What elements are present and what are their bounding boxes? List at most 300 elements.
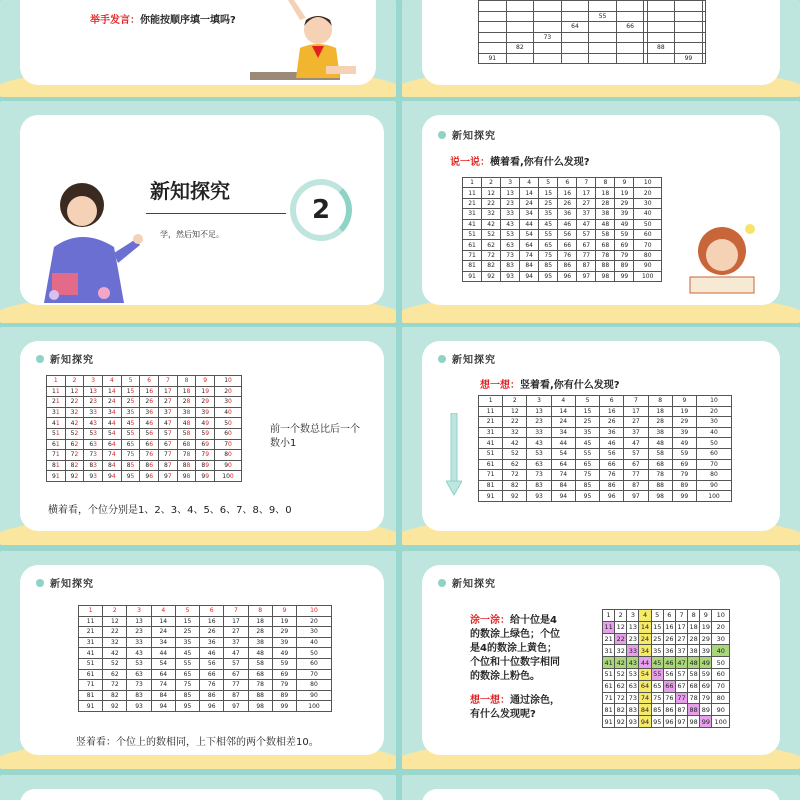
grid-cell: 99 <box>615 271 634 281</box>
ones-digit: 9 <box>205 462 210 470</box>
slide8-text2b: 有什么发现呢? <box>470 709 536 720</box>
section-header-label: 新知探究 <box>452 355 496 366</box>
grid-cell: 28 <box>689 634 698 643</box>
grid-cell: 85 <box>175 690 199 701</box>
grid-cell[interactable]: 88 <box>647 43 675 54</box>
grid-cell: 27 <box>624 417 648 428</box>
grid-cell: 81 <box>463 261 482 271</box>
grid-cell[interactable] <box>479 1 507 12</box>
grid-row <box>603 610 730 622</box>
grid-cell: 7 <box>675 610 687 622</box>
grid-cell[interactable] <box>675 32 703 43</box>
grid-cell: 1 <box>79 606 103 617</box>
slide-2[interactable] <box>402 0 800 97</box>
grid-cell: 79 <box>672 470 696 481</box>
grid-cell: 57 <box>624 448 648 459</box>
grid-cell[interactable] <box>702 22 705 33</box>
grid-cell: 87 <box>677 705 686 714</box>
grid-cell[interactable]: 99 <box>675 53 703 64</box>
grid-cell[interactable] <box>506 22 534 33</box>
grid-cell: 75 <box>653 693 662 702</box>
grid-cell: 73 <box>127 680 151 691</box>
grid-cell: 36 <box>140 407 159 418</box>
grid-cell: 66 <box>558 240 577 250</box>
grid-cell: 79 <box>701 693 710 702</box>
grid-cell: 30 <box>696 417 731 428</box>
grid-cell: 100 <box>215 471 242 482</box>
section-header <box>36 351 94 366</box>
grid-cell: 74 <box>520 250 539 260</box>
ones-digit: 8 <box>186 430 191 438</box>
ones-digit: 3 <box>91 377 96 385</box>
slide1-prompt-label: 举手发言： <box>90 15 140 26</box>
sparse-hundred-grid <box>478 0 706 64</box>
grid-cell: 60 <box>215 428 242 439</box>
grid-cell: 5 <box>651 610 663 622</box>
slide-6[interactable] <box>402 327 800 545</box>
grid-cell: 58 <box>596 229 615 239</box>
slide8-text1c: 是4的数涂上黄色； <box>470 643 557 654</box>
ones-digit: 1 <box>55 462 60 470</box>
grid-cell[interactable] <box>675 11 703 22</box>
grid-cell: 69 <box>701 682 710 691</box>
grid-cell[interactable] <box>506 1 534 12</box>
section-header-label: 新知探究 <box>452 579 496 590</box>
ones-digit: 4 <box>111 451 116 459</box>
ones-digit: 8 <box>186 462 191 470</box>
slide-10[interactable] <box>402 775 800 800</box>
grid-cell: 74 <box>151 680 175 691</box>
grid-cell: 20 <box>712 621 730 633</box>
ones-digit: 6 <box>149 462 154 470</box>
grid-cell: 25 <box>575 417 599 428</box>
grid-cell[interactable] <box>479 43 507 54</box>
grid-row <box>603 668 730 680</box>
grid-cell: 39 <box>196 407 215 418</box>
grid-cell: 44 <box>151 648 175 659</box>
grid-cell[interactable] <box>589 43 617 54</box>
colored-hundred-grid <box>602 609 730 728</box>
grid-cell: 53 <box>127 658 151 669</box>
grid-cell: 4 <box>520 178 539 188</box>
ones-digit: 0 <box>228 409 232 417</box>
grid-cell[interactable] <box>534 22 562 33</box>
dot-icon <box>438 579 446 587</box>
grid-cell: 34 <box>151 637 175 648</box>
grid-cell: 45 <box>175 648 199 659</box>
grid-cell: 7 <box>624 396 648 407</box>
grid-cell: 91 <box>47 471 66 482</box>
grid-cell: 84 <box>640 705 650 714</box>
grid-cell: 62 <box>482 240 501 250</box>
grid-cell[interactable] <box>589 22 617 33</box>
ones-digit: 7 <box>167 387 172 395</box>
grid-row <box>479 22 706 33</box>
grid-cell: 59 <box>615 229 634 239</box>
ones-digit: 7 <box>167 462 172 470</box>
grid-cell: 2 <box>103 606 127 617</box>
grid-cell: 46 <box>665 658 674 667</box>
grid-cell: 94 <box>640 717 650 726</box>
grid-cell[interactable] <box>534 11 562 22</box>
grid-cell <box>65 376 84 387</box>
grid-cell: 52 <box>103 658 127 669</box>
grid-cell: 62 <box>103 669 127 680</box>
grid-cell: 4 <box>639 610 651 622</box>
section-header-label: 新知探究 <box>452 131 496 142</box>
grid-cell: 95 <box>539 271 558 281</box>
grid-cell: 46 <box>600 438 624 449</box>
grid-cell: 66 <box>665 682 674 691</box>
grid-cell: 61 <box>79 669 103 680</box>
slide-3[interactable] <box>0 101 396 323</box>
grid-cell: 5 <box>575 396 599 407</box>
ones-digit: 6 <box>147 377 152 385</box>
grid-cell: 27 <box>577 198 596 208</box>
grid-cell: 38 <box>648 427 672 438</box>
grid-cell[interactable] <box>534 43 562 54</box>
grid-cell: 23 <box>527 417 551 428</box>
grid-cell: 16 <box>140 386 159 397</box>
grid-cell: 21 <box>47 397 66 408</box>
grid-cell: 41 <box>479 438 503 449</box>
grid-cell: 33 <box>628 646 638 655</box>
grid-cell[interactable] <box>702 11 705 22</box>
grid-cell: 94 <box>103 471 122 482</box>
grid-cell: 10 <box>712 610 730 622</box>
grid-cell[interactable] <box>561 43 589 54</box>
grid-cell: 53 <box>628 670 638 679</box>
grid-cell: 66 <box>140 439 159 450</box>
ones-digit: 5 <box>130 440 135 448</box>
grid-cell: 68 <box>248 669 272 680</box>
grid-cell: 100 <box>696 491 731 502</box>
grid-row <box>479 53 706 64</box>
grid-cell: 66 <box>200 669 224 680</box>
grid-cell[interactable] <box>506 11 534 22</box>
grid-cell: 31 <box>604 646 613 655</box>
grid-cell[interactable] <box>647 11 675 22</box>
grid-cell: 18 <box>177 386 196 397</box>
grid-cell: 26 <box>200 627 224 638</box>
grid-cell: 5 <box>175 606 199 617</box>
grid-cell: 48 <box>177 418 196 429</box>
ones-digit: 3 <box>93 419 97 427</box>
grid-row <box>479 448 732 459</box>
ones-digit: 0 <box>228 387 232 395</box>
grid-cell: 97 <box>677 717 686 726</box>
grid-row <box>47 407 242 418</box>
grid-cell: 38 <box>596 209 615 219</box>
grid-cell: 42 <box>482 219 501 229</box>
grid-cell: 9 <box>272 606 296 617</box>
grid-cell: 18 <box>648 406 672 417</box>
grid-cell <box>177 376 196 387</box>
grid-cell[interactable]: 73 <box>534 32 562 43</box>
slide-7[interactable] <box>0 551 396 769</box>
grid-cell: 65 <box>653 682 662 691</box>
slide-8[interactable] <box>402 551 800 769</box>
dot-icon <box>36 355 44 363</box>
grid-cell: 80 <box>296 680 331 691</box>
ones-digit: 6 <box>149 398 154 406</box>
number-circle <box>290 179 352 241</box>
grid-cell: 67 <box>159 439 178 450</box>
grid-cell: 8 <box>688 610 700 622</box>
grid-cell: 69 <box>615 240 634 250</box>
slide8-label1: 涂一涂： <box>470 615 510 626</box>
slide8-text2a: 通过涂色， <box>510 695 560 706</box>
grid-cell: 70 <box>696 459 731 470</box>
ones-digit: 8 <box>186 451 191 459</box>
grid-cell: 26 <box>558 198 577 208</box>
ones-digit: 4 <box>111 430 116 438</box>
ones-digit: 1 <box>55 398 60 406</box>
grid-cell: 98 <box>596 271 615 281</box>
grid-cell: 72 <box>503 470 527 481</box>
ones-digit: 9 <box>205 398 210 406</box>
grid-cell: 67 <box>224 669 248 680</box>
grid-cell: 12 <box>503 406 527 417</box>
grid-row <box>479 459 732 470</box>
slide-5[interactable] <box>0 327 396 545</box>
grid-cell: 32 <box>65 407 84 418</box>
grid-cell: 25 <box>121 397 140 408</box>
dot-icon <box>438 355 446 363</box>
grid-cell[interactable] <box>702 1 705 12</box>
grid-cell: 59 <box>672 448 696 459</box>
slide-4[interactable] <box>402 101 800 323</box>
grid-cell: 98 <box>177 471 196 482</box>
ones-digit: 7 <box>165 377 170 385</box>
grid-cell[interactable]: 55 <box>589 11 617 22</box>
grid-cell[interactable] <box>616 32 644 43</box>
grid-cell[interactable] <box>506 53 534 64</box>
grid-cell[interactable] <box>479 22 507 33</box>
dot-icon <box>36 579 44 587</box>
grid-cell[interactable] <box>616 11 644 22</box>
grid-cell: 16 <box>600 406 624 417</box>
slide6-question-label: 想一想： <box>480 380 520 391</box>
grid-cell[interactable] <box>506 32 534 43</box>
ones-digit: 3 <box>93 409 97 417</box>
grid-cell[interactable] <box>616 53 644 64</box>
ones-digit: 3 <box>93 430 97 438</box>
grid-cell: 72 <box>103 680 127 691</box>
grid-cell[interactable] <box>561 1 589 12</box>
grid-cell: 77 <box>224 680 248 691</box>
grid-cell[interactable] <box>702 43 705 54</box>
grid-cell: 27 <box>677 634 686 643</box>
ones-digit: 3 <box>93 398 97 406</box>
grid-cell[interactable] <box>589 1 617 12</box>
grid-cell: 19 <box>672 406 696 417</box>
grid-cell[interactable] <box>647 32 675 43</box>
grid-cell: 55 <box>653 670 662 679</box>
grid-cell[interactable] <box>616 1 644 12</box>
grid-cell[interactable] <box>479 32 507 43</box>
grid-cell: 59 <box>701 670 710 679</box>
ones-digit: 2 <box>74 419 79 427</box>
grid-cell: 88 <box>596 261 615 271</box>
grid-cell: 13 <box>501 188 520 198</box>
grid-cell: 15 <box>575 406 599 417</box>
grid-cell[interactable] <box>647 1 675 12</box>
ones-digit: 6 <box>149 451 154 459</box>
grid-cell: 78 <box>689 693 698 702</box>
grid-row <box>479 480 732 491</box>
grid-cell: 1 <box>463 178 482 188</box>
ones-digit: 2 <box>74 387 79 395</box>
grid-cell: 8 <box>248 606 272 617</box>
grid-cell: 9 <box>615 178 634 188</box>
grid-cell: 32 <box>482 209 501 219</box>
grid-cell: 35 <box>653 646 662 655</box>
slide-9[interactable] <box>0 775 396 800</box>
grid-cell: 99 <box>672 491 696 502</box>
grid-cell: 19 <box>272 616 296 627</box>
grid-cell: 52 <box>503 448 527 459</box>
grid-cell: 91 <box>79 701 103 712</box>
grid-cell: 87 <box>577 261 596 271</box>
ones-digit: 9 <box>205 409 210 417</box>
grid-cell: 92 <box>616 717 625 726</box>
grid-cell: 24 <box>103 397 122 408</box>
grid-cell: 55 <box>539 229 558 239</box>
grid-cell[interactable] <box>561 32 589 43</box>
grid-cell[interactable] <box>647 22 675 33</box>
grid-cell: 51 <box>47 428 66 439</box>
ones-digit: 5 <box>130 409 135 417</box>
grid-cell: 3 <box>501 178 520 188</box>
grid-cell: 29 <box>701 634 710 643</box>
grid-row <box>479 427 732 438</box>
grid-cell: 18 <box>689 623 698 632</box>
grid-cell: 92 <box>503 491 527 502</box>
grid-cell: 88 <box>689 705 698 714</box>
grid-cell: 92 <box>65 471 84 482</box>
grid-cell: 10 <box>634 178 662 188</box>
grid-cell <box>121 376 140 387</box>
grid-row <box>479 438 732 449</box>
ones-digit: 4 <box>111 462 116 470</box>
grid-row <box>479 32 706 43</box>
grid-row <box>463 229 662 239</box>
grid-cell: 93 <box>628 717 638 726</box>
grid-cell: 90 <box>296 690 331 701</box>
grid-cell: 87 <box>159 460 178 471</box>
grid-row <box>47 439 242 450</box>
grid-cell: 89 <box>196 460 215 471</box>
grid-cell: 92 <box>482 271 501 281</box>
grid-cell: 90 <box>712 704 730 716</box>
grid-cell: 8 <box>596 178 615 188</box>
grid-cell[interactable] <box>561 53 589 64</box>
grid-cell: 63 <box>501 240 520 250</box>
grid-cell[interactable] <box>534 53 562 64</box>
slide4-question-text: 横着看,你有什么发现? <box>490 157 590 168</box>
grid-cell: 73 <box>628 693 638 702</box>
grid-cell[interactable] <box>675 43 703 54</box>
grid-row <box>79 627 332 638</box>
grid-cell: 48 <box>689 658 698 667</box>
grid-cell: 79 <box>196 450 215 461</box>
grid-cell: 86 <box>558 261 577 271</box>
grid-cell: 12 <box>103 616 127 627</box>
grid-cell: 49 <box>196 418 215 429</box>
grid-cell: 20 <box>634 188 662 198</box>
grid-cell[interactable]: 91 <box>479 53 507 64</box>
grid-cell[interactable] <box>675 1 703 12</box>
grid-cell: 52 <box>65 428 84 439</box>
grid-cell: 96 <box>558 271 577 281</box>
teacher-illustration <box>34 177 144 303</box>
grid-cell: 56 <box>140 428 159 439</box>
grid-cell: 24 <box>640 634 650 643</box>
grid-cell: 83 <box>501 261 520 271</box>
grid-cell[interactable] <box>647 53 675 64</box>
grid-cell: 58 <box>177 428 196 439</box>
slide8-text1d: 个位和十位数字相同 <box>470 657 560 668</box>
grid-cell[interactable] <box>534 1 562 12</box>
grid-cell[interactable] <box>702 53 705 64</box>
grid-cell: 28 <box>248 627 272 638</box>
grid-cell[interactable] <box>479 11 507 22</box>
grid-cell: 77 <box>159 450 178 461</box>
ones-digit: 1 <box>53 377 58 385</box>
grid-cell: 14 <box>551 406 575 417</box>
grid-cell: 82 <box>503 480 527 491</box>
grid-cell[interactable] <box>675 22 703 33</box>
grid-cell: 86 <box>665 705 674 714</box>
grid-cell: 70 <box>296 669 331 680</box>
ones-digit: 8 <box>186 387 191 395</box>
grid-cell: 69 <box>196 439 215 450</box>
grid-cell: 22 <box>616 634 625 643</box>
grid-cell[interactable]: 82 <box>506 43 534 54</box>
ones-digit: 5 <box>130 398 135 406</box>
ones-digit: 6 <box>149 430 154 438</box>
grid-cell[interactable] <box>589 32 617 43</box>
grid-cell[interactable] <box>702 32 705 43</box>
slide-1[interactable] <box>0 0 396 97</box>
ones-digit: 5 <box>128 377 133 385</box>
grid-row <box>479 43 706 54</box>
grid-cell: 94 <box>151 701 175 712</box>
grid-cell: 44 <box>103 418 122 429</box>
grid-row <box>479 491 732 502</box>
grid-cell: 70 <box>634 240 662 250</box>
grid-cell: 16 <box>200 616 224 627</box>
grid-cell[interactable] <box>561 11 589 22</box>
grid-cell: 12 <box>482 188 501 198</box>
grid-cell: 25 <box>175 627 199 638</box>
grid-cell[interactable] <box>589 53 617 64</box>
grid-cell[interactable] <box>616 43 644 54</box>
grid-cell[interactable]: 64 <box>561 22 589 33</box>
grid-cell: 88 <box>648 480 672 491</box>
grid-cell: 43 <box>127 648 151 659</box>
ones-digit: 9 <box>205 451 210 459</box>
grid-cell: 64 <box>640 682 650 691</box>
grid-cell: 2 <box>503 396 527 407</box>
grid-cell: 38 <box>689 646 698 655</box>
grid-cell[interactable]: 66 <box>616 22 644 33</box>
grid-cell: 57 <box>159 428 178 439</box>
grid-cell: 92 <box>103 701 127 712</box>
ones-digit: 3 <box>93 387 97 395</box>
grid-cell: 45 <box>575 438 599 449</box>
